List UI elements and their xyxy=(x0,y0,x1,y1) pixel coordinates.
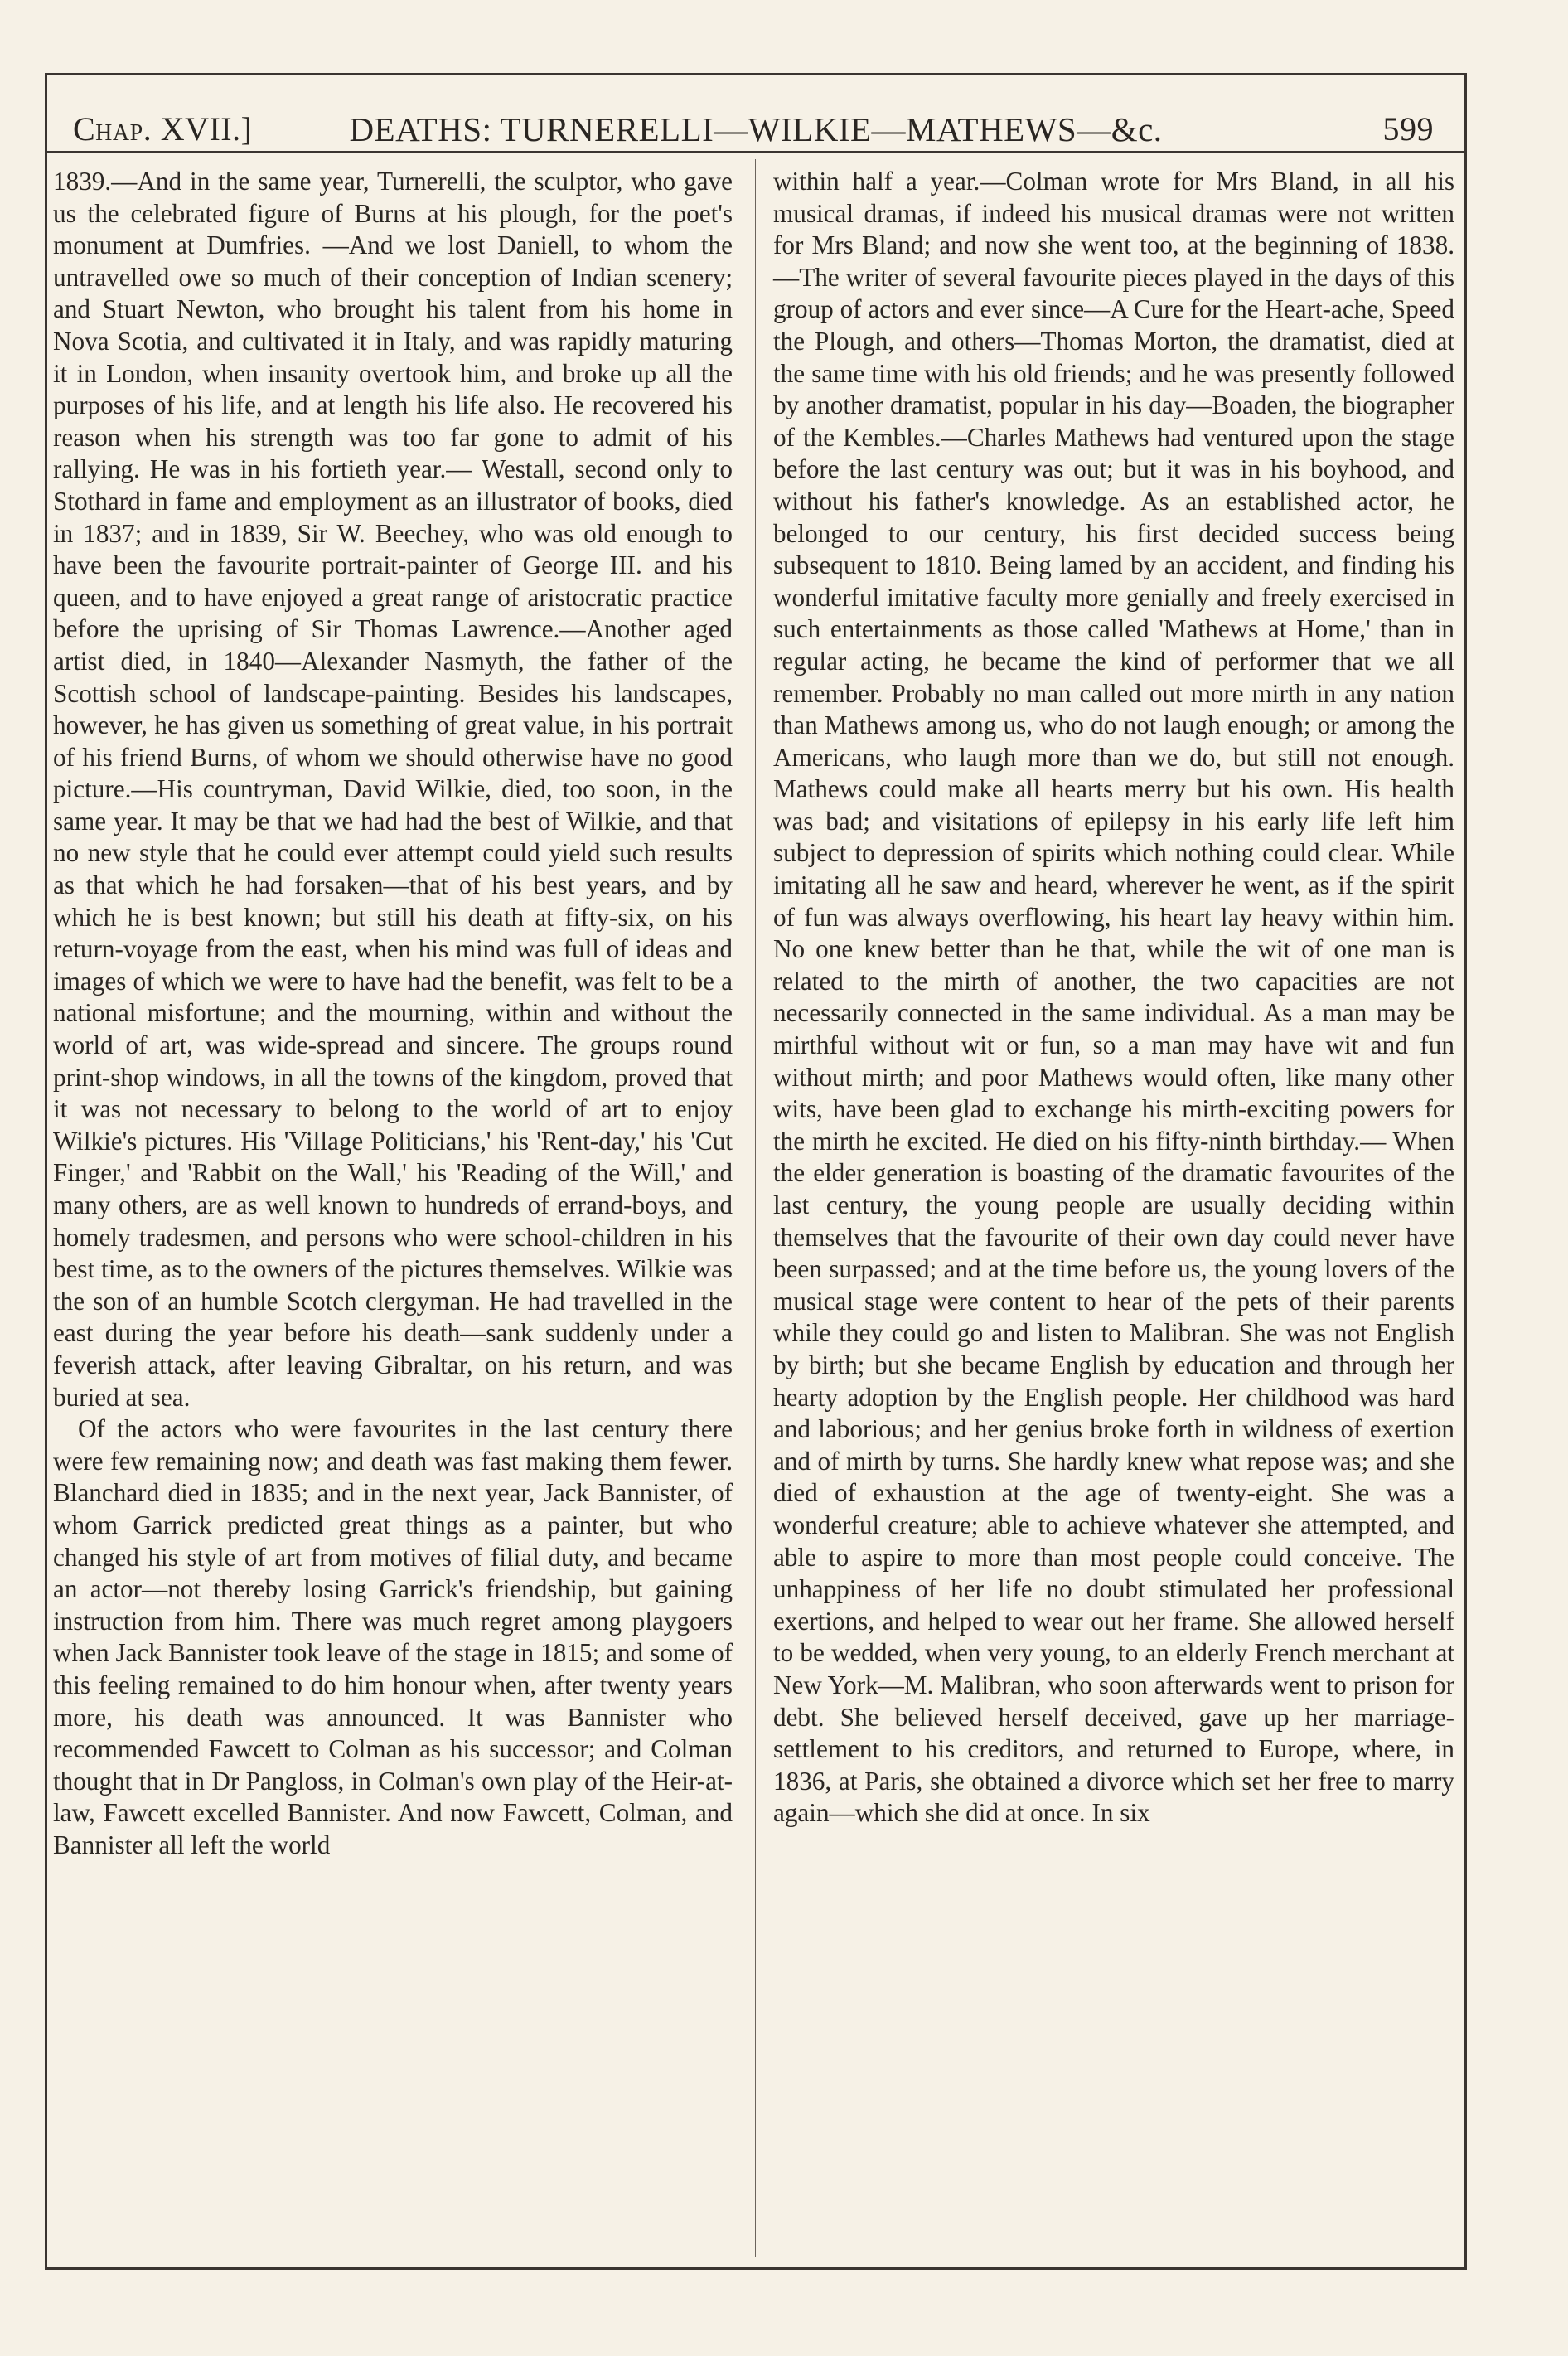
column-divider xyxy=(755,159,756,2257)
left-column xyxy=(53,166,733,1861)
page-title: DEATHS: TURNERELLI—WILKIE—MATHEWS—&c. xyxy=(349,110,1163,148)
header-rule xyxy=(45,151,1467,153)
page-number: 599 xyxy=(1382,110,1434,148)
paragraph: within half a year.—Colman wrote for Mrs Bland, in all his musical dramas, if indeed his musical dramas were not written for Mrs Bland; and now she went too, at the beginning of 1838.—The writer of several favourite pieces played in the days of this group of actors and ever since—A Cure for the Heart-ache, Speed the Plough, and others—Thomas Morton, the dramatist, died at the same time with his old friends; and he was presently followed by another dramatist, popular in his day—Boaden, the biographer of the Kembles.—Charles Mathews had ventured upon the stage before the last century was out; but it was in his boyhood, and without his father's knowledge. As an established actor, he belonged to our century, his first decided success being subsequent to 1810. Being lamed by an accident, and finding his wonderful imitative faculty more genially and freely exercised in such entertainments as those called 'Mathews at Home,' than in regular acting, he became the kind of performer that we all remember. Probably no man called out more mirth in any nation than Mathews among us, who do not laugh enough; or among the Americans, who laugh more than we do, but still not enough. Mathews could make all hearts merry but his own. His health was bad; and visitations of epilepsy in his early life left him subject to depression of spirits which nothing could clear. While imitating all he saw and heard, wherever he went, as if the spirit of fun was always overflowing, his heart lay heavy within him. No one knew better than he that, while the wit of one man is related to the mirth of another, the two capacities are not necessarily connected in the same individual. As a man may be mirthful without wit or fun, so a man may have wit and fun without mirth; and poor Mathews would often, like many other wits, have been glad to exchange his mirth-exciting powers for the mirth he excited. He died on his fifty-ninth birthday.— When the elder generation is boasting of the dramatic favourites of the last century, the young people are usually deciding within themselves that the favourite of their own day could never have been surpassed; and at the time before us, the young lovers of the musical stage were content to hear of the pets of their parents while they could go and listen to Malibran. She was not English by birth; but she became English by education and through her hearty adoption by the English people. Her childhood was hard and laborious; and her genius broke forth in wildness of exertion and of mirth by turns. She hardly knew what repose was; and she died of exhaustion at the age of twenty-eight. She was a wonderful creature; able to achieve whatever she attempted, and able to aspire to more than most people could conceive. The unhappiness of her life no doubt stimulated her professional exertions, and helped to wear out her frame. She allowed herself to be wedded, when very young, to an elderly French merchant at New York—M. Malibran, who soon afterwards went to prison for debt. She believed herself deceived, gave up her marriage-settlement to his creditors, and returned to Europe, where, in 1836, at Paris, she obtained a divorce which set her free to marry again—which she did at once. In six xyxy=(773,167,1454,1828)
paragraph: Of the actors who were favourites in the last century there were few remaining now; and death was fast making them fewer. Blanchard died in 1835; and in the next year, Jack Bannister, of whom Garrick predicted great things as a painter, but who changed his style of art from motives of filial duty, and became an actor—not thereby losing Garrick's friendship, but gaining instruction from him. There was much regret among playgoers when Jack Bannister took leave of the stage in 1815; and some of this feeling remained to do him honour when, after twenty years more, his death was announced. It was Bannister who recommended Fawcett to Colman as his successor; and Colman thought that in Dr Pangloss, in Colman's own play of the Heir-at-law, Fawcett excelled Bannister. And now Fawcett, Colman, and Bannister all left the world xyxy=(53,1414,733,1859)
chapter-label: Chap. XVII.] xyxy=(73,110,253,148)
running-header xyxy=(45,98,1467,156)
right-column xyxy=(773,166,1454,1830)
paragraph: 1839.—And in the same year, Turnerelli, the sculptor, who gave us the celebrated figure of Burns at his plough, for the poet's monument at Dumfries. —And we lost Daniell, to whom the untravelled owe so much of their conception of Indian scenery; and Stuart Newton, who brought his talent from his home in Nova Scotia, and cultivated it in Italy, and was rapidly maturing it in London, when insanity overtook him, and broke up all the purposes of his life, and at length his life also. He recovered his reason when his strength was too far gone to admit of his rallying. He was in his fortieth year.— Westall, second only to Stothard in fame and employment as an illustrator of books, died in 1837; and in 1839, Sir W. Beechey, who was old enough to have been the favourite portrait-painter of George III. and his queen, and to have enjoyed a great range of aristocratic practice before the uprising of Sir Thomas Lawrence.—Another aged artist died, in 1840—Alexander Nasmyth, the father of the Scottish school of landscape-painting. Besides his landscapes, however, he has given us something of great value, in his portrait of his friend Burns, of whom we should otherwise have no good picture.—His countryman, David Wilkie, died, too soon, in the same year. It may be that we had had the best of Wilkie, and that no new style that he could ever attempt could yield such results as that which he had forsaken—that of his best years, and by which he is best known; but still his death at fifty-six, on his return-voyage from the east, when his mind was full of ideas and images of which we were to have had the benefit, was felt to be a national misfortune; and the mourning, within and without the world of art, was wide-spread and sincere. The groups round print-shop windows, in all the towns of the kingdom, proved that it was not necessary to belong to the world of art to enjoy Wilkie's pictures. His 'Village Politicians,' his 'Rent-day,' his 'Cut Finger,' and 'Rabbit on the Wall,' his 'Reading of the Will,' and many others, are as well known to hundreds of errand-boys, and homely tradesmen, and persons who were school-children in his best time, as to the owners of the pictures themselves. Wilkie was the son of an humble Scotch clergyman. He had travelled in the east during the year before his death—sank suddenly under a feverish attack, after leaving Gibraltar, on his return, and was buried at sea. xyxy=(53,167,733,1412)
